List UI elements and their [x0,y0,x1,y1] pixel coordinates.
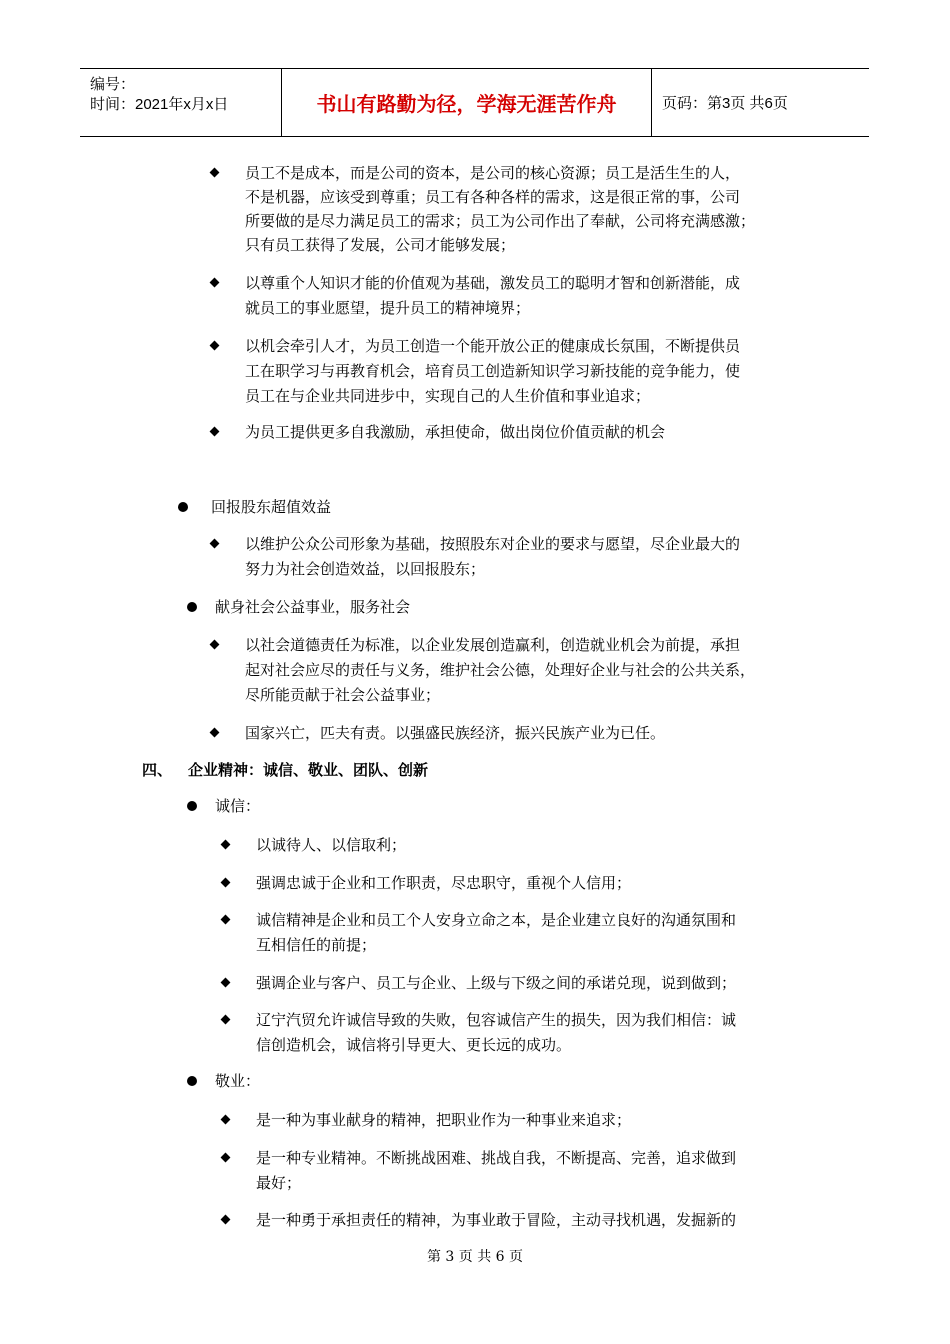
list-item-line: 以社会道德责任为标准，以企业发展创造赢利，创造就业机会为前提，承担 [245,636,741,654]
round-bullet-icon [187,602,197,612]
list-item-line: 只有员工获得了发展，公司才能够发展； [245,236,516,254]
round-bullet-icon [187,1076,197,1086]
subsection-title: 诚信： [215,797,261,815]
diamond-bullet-icon [221,1153,231,1163]
list-item-line: 互相信任的前提； [256,936,377,954]
header-motto: 书山有路勤为径，学海无涯苦作舟 [282,69,652,136]
list-item-line: 是一种为事业献身的精神，把职业作为一种事业来追求； [256,1111,632,1129]
list-item-line: 强调企业与客户、员工与企业、上级与下级之间的承诺兑现，说到做到； [256,974,737,992]
list-item-line: 员工在与企业共同进步中，实现自己的人生价值和事业追求； [245,387,651,405]
list-item-line: 所要做的是尽力满足员工的需求；员工为公司作出了奉献，公司将充满感激； [245,212,756,230]
list-item-line: 国家兴亡，匹夫有责。以强盛民族经济，振兴民族产业为已任。 [245,724,666,742]
diamond-bullet-icon [221,915,231,925]
diamond-bullet-icon [210,427,220,437]
list-item-line: 以机会牵引人才，为员工创造一个能开放公正的健康成长氛围，不断提供员 [245,337,741,355]
subsection-title: 回报股东超值效益 [211,498,332,516]
diamond-bullet-icon [210,278,220,288]
list-item-line: 以尊重个人知识才能的价值观为基础，激发员工的聪明才智和创新潜能，成 [245,274,741,292]
page-header [80,68,869,137]
list-item-line: 努力为社会创造效益，以回报股东； [245,560,486,578]
list-item-line: 以维护公众公司形象为基础，按照股东对企业的要求与愿望，尽企业最大的 [245,535,741,553]
round-bullet-icon [178,502,188,512]
diamond-bullet-icon [210,728,220,738]
header-page-info: 页码：第3页 共6页 [662,95,788,112]
diamond-bullet-icon [210,640,220,650]
list-item-line: 就员工的事业愿望，提升员工的精神境界； [245,299,531,317]
diamond-bullet-icon [221,1215,231,1225]
list-item-line: 是一种勇于承担责任的精神，为事业敢于冒险，主动寻找机遇，发掘新的 [256,1211,737,1229]
subsection-title: 敬业： [215,1072,261,1090]
list-item-line: 起对社会应尽的责任与义务，维护社会公德，处理好企业与社会的公共关系， [245,661,756,679]
list-item-line: 以诚待人、以信取利； [256,836,407,854]
list-item-line: 是一种专业精神。不断挑战困难、挑战自我，不断提高、完善，追求做到 [256,1149,737,1167]
header-meta [80,69,282,136]
section-title: 企业精神：诚信、敬业、团队、创新 [188,761,429,779]
diamond-bullet-icon [210,539,220,549]
page-footer: 第 3 页 共 6 页 [426,1249,524,1265]
list-item-line: 员工不是成本，而是公司的资本，是公司的核心资源；员工是活生生的人， [245,164,741,182]
diamond-bullet-icon [210,341,220,351]
list-item-line: 辽宁汽贸允许诚信导致的失败，包容诚信产生的损失，因为我们相信：诚 [256,1011,737,1029]
document-date: 时间：2021年x月x日 [90,96,229,113]
round-bullet-icon [187,801,197,811]
list-item-line: 信创造机会，诚信将引导更大、更长远的成功。 [256,1036,572,1054]
diamond-bullet-icon [221,840,231,850]
list-item-line: 最好； [256,1174,302,1192]
list-item-line: 不是机器，应该受到尊重；员工有各种各样的需求，这是很正常的事，公司 [245,188,741,206]
list-item-line: 强调忠诚于企业和工作职责，尽忠职守，重视个人信用； [256,874,632,892]
diamond-bullet-icon [210,168,220,178]
diamond-bullet-icon [221,1015,231,1025]
diamond-bullet-icon [221,978,231,988]
diamond-bullet-icon [221,1115,231,1125]
diamond-bullet-icon [221,878,231,888]
list-item-line: 为员工提供更多自我激励，承担使命，做出岗位价值贡献的机会 [245,423,666,441]
list-item-line: 尽所能贡献于社会公益事业； [245,686,441,704]
section-number: 四、 [142,761,173,779]
document-number-label: 编号： [90,76,136,93]
list-item-line: 工在职学习与再教育机会，培育员工创造新知识学习新技能的竞争能力，使 [245,362,741,380]
subsection-title: 献身社会公益事业，服务社会 [215,598,411,616]
list-item-line: 诚信精神是企业和员工个人安身立命之本，是企业建立良好的沟通氛围和 [256,911,737,929]
